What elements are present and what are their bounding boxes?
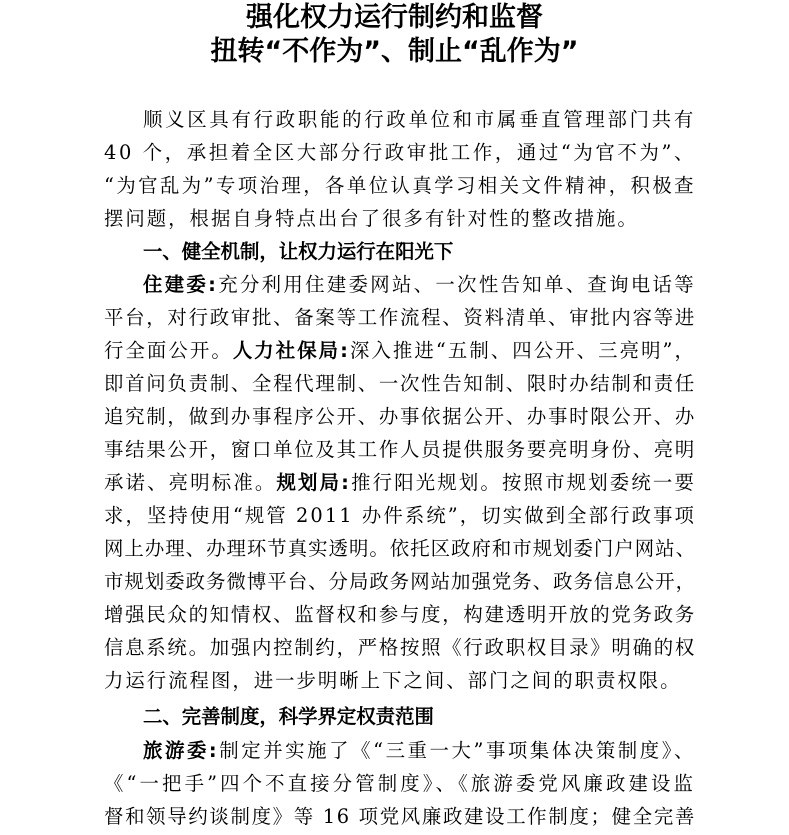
document-title-line1: 强化权力运行制约和监督	[246, 2, 543, 33]
section1-line-8: 求，坚持使用“规管 2011 办件系统”，切实做到全部行政事项	[104, 504, 696, 527]
unit-label-renlishebaoju: 人力社保局:	[232, 339, 350, 362]
unit-label-lvyouwei: 旅游委:	[143, 739, 220, 762]
section1-line-5: 追究制，做到办事程序公开、办事依据公开、办事时限公开、办	[104, 405, 696, 428]
section1-heading: 一、健全机制，让权力运行在阳光下	[143, 240, 454, 263]
intro-line-2: 40 个，承担着全区大部分行政审批工作，通过“为官不为”、	[104, 141, 696, 164]
section1-line-2: 平台，对行政审批、备案等工作流程、资料清单、审批内容等进	[104, 306, 696, 329]
section2-line-3: 督和领导约谈制度》等 16 项党风廉政建设工作制度；健全完善	[104, 805, 696, 828]
section1-line-10: 市规划委政务微博平台、分局政务网站加强党务、政务信息公开，	[104, 570, 696, 593]
section1-line-1: 住建委: 充分利用住建委网站、一次性告知单、查询电话等	[143, 268, 696, 301]
intro-line-4: 摆问题，根据自身特点出台了很多有针对性的整改措施。	[104, 207, 639, 230]
section2-heading: 二、完善制度，科学界定权责范围	[143, 705, 434, 728]
document-title-line2: 扭转“不作为”、制止“乱作为”	[210, 36, 579, 67]
section1-line-4: 即首问负责制、全程代理制、一次性告知制、限时办结制和责任	[104, 372, 696, 395]
section1-line-9: 网上办理、办理环节真实透明。依托区政府和市规划委门户网站、	[104, 537, 696, 560]
section2-line-2: 《“一把手”四个不直接分管制度》、《旅游委党风廉政建设监	[104, 772, 696, 795]
intro-line-1: 顺义区具有行政职能的行政单位和市属垂直管理部门共有	[143, 108, 696, 131]
section1-line-12: 信息系统。加强内控制约，严格按照《行政职权目录》明确的权	[104, 636, 696, 659]
section1-line-13: 力运行流程图，进一步明晰上下之间、部门之间的职责权限。	[104, 669, 682, 692]
section1-line-7: 承诺、亮明标准。 规划局: 推行阳光规划。按照市规划委统一要	[104, 466, 696, 499]
unit-label-guihuaju: 规划局:	[276, 471, 352, 494]
unit-label-zhujianwei: 住建委:	[143, 273, 219, 296]
intro-line-3: “为官乱为”专项治理，各单位认真学习相关文件精神，积极查	[104, 174, 696, 197]
section1-line-3: 行全面公开。 人力社保局: 深入推进“五制、四公开、三亮明”，	[104, 334, 696, 367]
section1-line-6: 事结果公开，窗口单位及其工作人员提供服务要亮明身份、亮明	[104, 438, 696, 461]
section2-line-1: 旅游委: 制定并实施了《“三重一大”事项集体决策制度》、	[143, 734, 696, 767]
section1-line-11: 增强民众的知情权、监督权和参与度，构建透明开放的党务政务	[104, 603, 696, 626]
